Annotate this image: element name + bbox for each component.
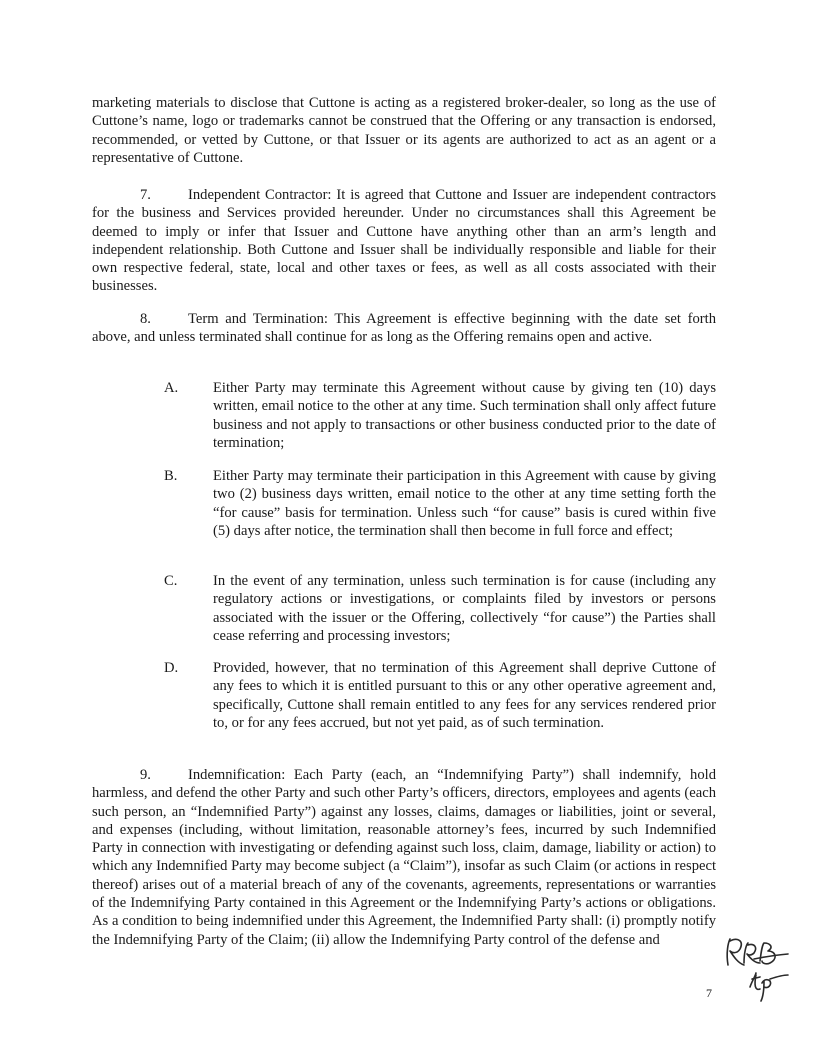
subitem-text: In the event of any termination, unless such termination is for cause (including any regulatory actions or investigations, or complaints filed by investors or persons associated with the issuer or the Offering, collectively “for cause”) the Parties shall cease referring and processing investors; xyxy=(213,573,716,644)
section-text: Indemnification: Each Party (each, an “Indemnifying Party”) shall indemnify, hold harmless, and defend the other Party and such other Party’s officers, directors, employees and agents (each such person, an “Indemnified Party”) against any losses, claims, damages or liabilities, joint or several, and expenses (including, without limitation, reasonable attorney’s fees, incurred by such Indemnified Party in connection with investigating or defending against such loss, claim, damage, liability or action) to which any Indemnified Party may become subject (a “Claim”), insofar as such Claim (or actions in respect thereof) arises out of a material breach of any of the covenants, agreements, representations or warranties of the Indemnifying Party contained in this Agreement or the Indemnifying Party’s actions or obligations. As a condition to being indemnified under this Agreement, the Indemnified Party shall: (i) promptly notify the Indemnifying Party of the Claim; (ii) allow the Indemnifying Party control of the defense and xyxy=(92,767,716,948)
subitem-letter: B. xyxy=(164,468,178,484)
subitem-d xyxy=(164,659,716,732)
page-number: 7 xyxy=(706,986,712,1000)
subitem-b xyxy=(164,467,716,540)
subitem-c xyxy=(164,572,716,645)
section-8-paragraph xyxy=(92,310,716,347)
subitem-letter: D. xyxy=(164,660,179,676)
section-number: 9. xyxy=(140,767,151,783)
subitem-text: Either Party may terminate their participation in this Agreement with cause by giving two (2) business days written, email notice to the other at any time setting forth the “for cause” basis for termination. Unless such “for cause” basis is cured within five (5) days after notice, the termination shall then become in full force and effect; xyxy=(213,468,716,539)
subitem-text: Either Party may terminate this Agreement without cause by giving ten (10) days written, email notice to the other at any time. Such termination shall only affect future business and not apply to transactions or other business conducted prior to the date of termination; xyxy=(213,380,716,451)
subitem-text: Provided, however, that no termination of this Agreement shall deprive Cuttone of any fees to which it is entitled pursuant to this or any other operative agreement and, specifically, Cuttone shall remain entitled to any fees for any services rendered prior to, or for any fees accrued, but not yet paid, as of such termination. xyxy=(213,660,716,731)
section-text: Independent Contractor: It is agreed that Cuttone and Issuer are independent contractors for the business and Services provided hereunder. Under no circumstances shall this Agreement be deemed to imply or infer that Issuer and Cuttone have anything other than an arm’s length and independent relationship. Both Cuttone and Issuer shall be individually responsible and liable for their own respective federal, state, local and other taxes or fees, as well as all costs associated with their businesses. xyxy=(92,187,716,295)
section-9-paragraph xyxy=(92,766,716,949)
subitem-letter: A. xyxy=(164,380,179,396)
section-text: Term and Termination: This Agreement is effective beginning with the date set forth above, and unless terminated shall continue for as long as the Offering remains open and active. xyxy=(92,311,716,346)
section-7-paragraph xyxy=(92,186,716,296)
section-number: 7. xyxy=(140,187,151,203)
section-number: 8. xyxy=(140,311,151,327)
subitem-letter: C. xyxy=(164,573,178,589)
handwritten-initials xyxy=(722,935,794,1005)
continuation-paragraph: marketing materials to disclose that Cuttone is acting as a registered broker-dealer, so long as the use of Cuttone’s name, logo or trademarks cannot be construed that the Offering or any transaction is endorsed, recommended, or vetted by Cuttone, or that Issuer or its agents are authorized to act as an agent or a representative of Cuttone. xyxy=(92,95,716,166)
subitem-a xyxy=(164,379,716,452)
